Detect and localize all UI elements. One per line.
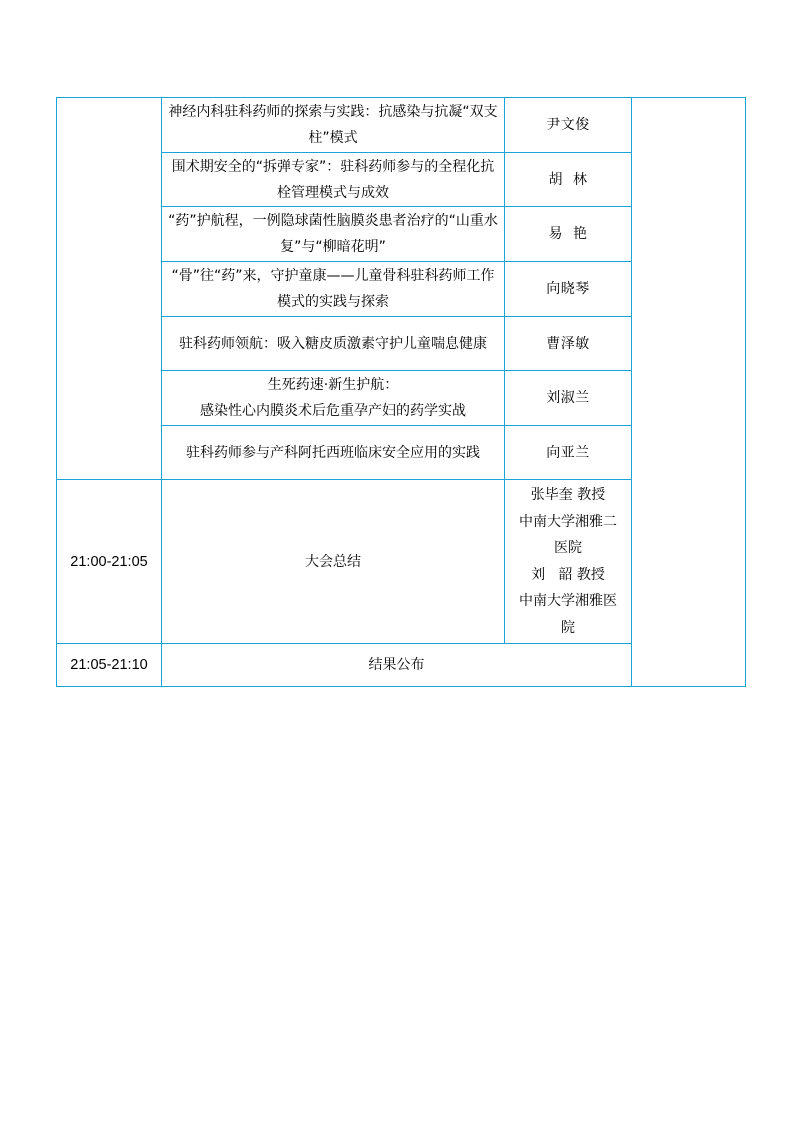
- results-time: 21:05-21:10: [57, 644, 162, 687]
- session-speaker: 胡 林: [505, 153, 632, 207]
- time-cell-empty: [57, 98, 162, 480]
- host-line: 院: [561, 619, 575, 636]
- session-speaker: 刘淑兰: [505, 371, 632, 426]
- schedule-table: [56, 97, 746, 687]
- host-line: 中南大学湘雅医: [519, 593, 617, 609]
- session-speaker: 向晓琴: [505, 262, 632, 317]
- summary-hosts: [505, 480, 632, 644]
- session-topic-line: 生死药速·新生护航：: [267, 377, 399, 393]
- session-topic-line: 感染性心内膜炎术后危重孕产妇的药学实战: [200, 403, 466, 419]
- host-line: 张毕奎 教授: [530, 487, 606, 503]
- session-speaker: 曹泽敏: [505, 317, 632, 371]
- summary-time: 21:00-21:05: [57, 480, 162, 644]
- session-topic: 驻科药师参与产科阿托西班临床安全应用的实践: [162, 426, 505, 480]
- results-title: 结果公布: [162, 644, 632, 687]
- session-topic: [162, 371, 505, 426]
- session-topic: “药”护航程，一例隐球菌性脑膜炎患者治疗的“山重水复”与“柳暗花明”: [162, 207, 505, 262]
- notes-column: [632, 98, 746, 687]
- session-speaker: 易 艳: [505, 207, 632, 262]
- summary-title: 大会总结: [162, 480, 505, 644]
- host-line: 中南大学湘雅二: [519, 513, 617, 530]
- session-topic: 驻科药师领航：吸入糖皮质激素守护儿童喘息健康: [162, 317, 505, 371]
- session-speaker: 尹文俊: [505, 98, 632, 153]
- session-speaker: 向亚兰: [505, 426, 632, 480]
- host-line: 刘 韶 教授: [531, 566, 605, 583]
- session-topic: “骨”往“药”来，守护童康——儿童骨科驻科药师工作模式的实践与探索: [162, 262, 505, 317]
- session-topic: 围术期安全的“拆弹专家”：驻科药师参与的全程化抗栓管理模式与成效: [162, 153, 505, 207]
- host-line: 医院: [554, 540, 582, 556]
- table-row: [57, 98, 746, 153]
- session-topic: 神经内科驻科药师的探索与实践：抗感染与抗凝“双支柱”模式: [162, 98, 505, 153]
